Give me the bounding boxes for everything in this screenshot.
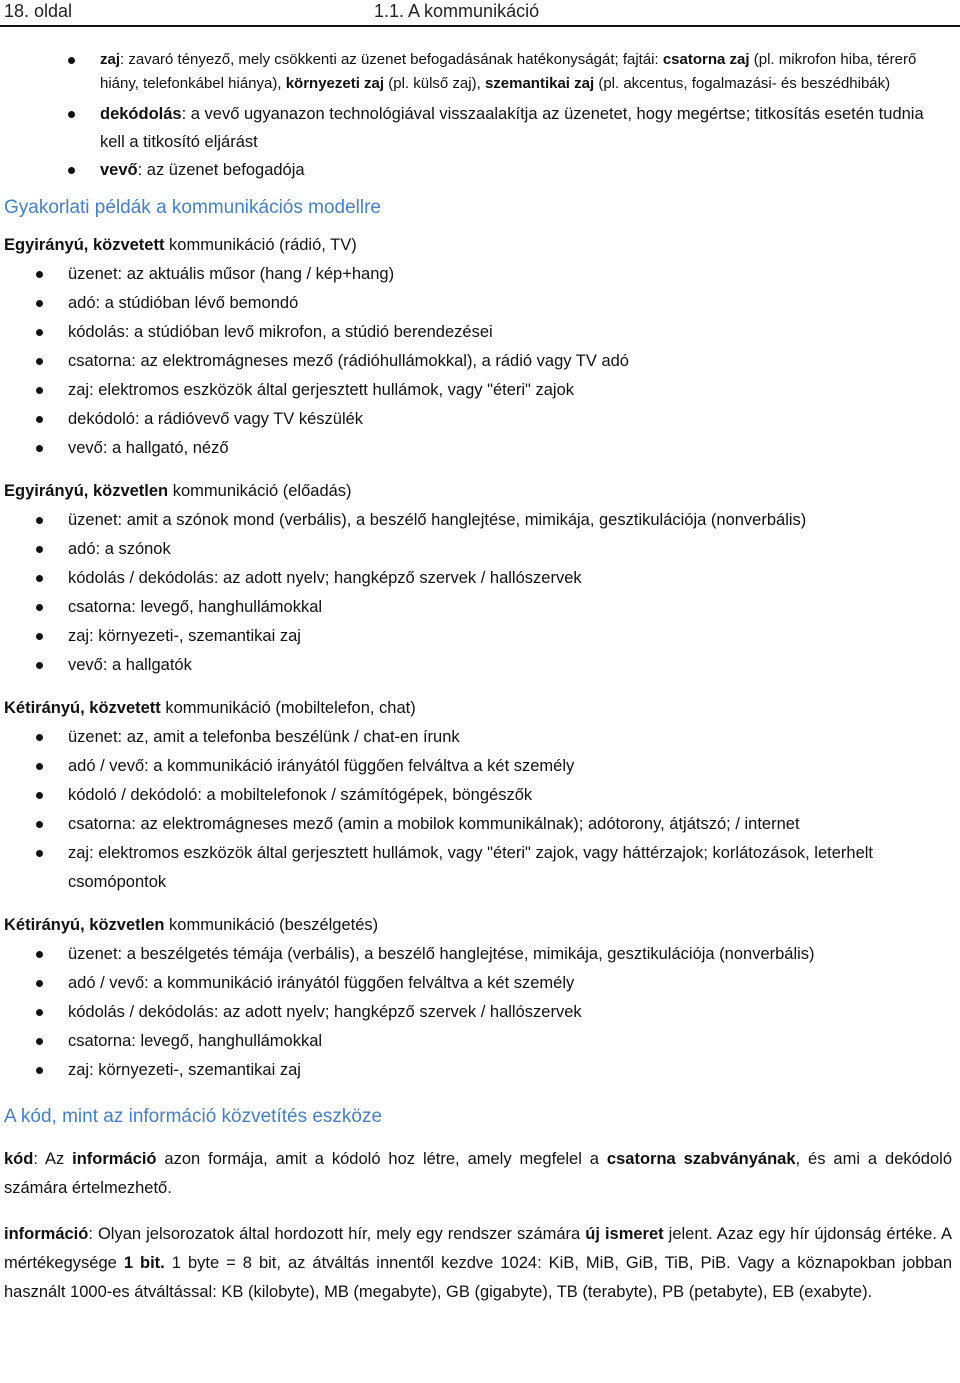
list-item-text: adó: a szónok [68, 540, 171, 558]
subheading-bold: Egyirányú, közvetlen [4, 482, 169, 500]
definition-text: (pl. mikrofon hiba, térerő hiány, telefonkábel hiánya), [100, 51, 917, 92]
term-zaj: zaj [100, 51, 121, 68]
list-item [0, 535, 960, 564]
subheading-text: kommunikáció (előadás) [168, 482, 352, 500]
bullet-icon [36, 951, 43, 958]
term-csatorna-zaj: csatorna zaj [662, 51, 750, 68]
section-list [0, 260, 960, 463]
list-item [0, 1056, 960, 1085]
term-kornyezeti-zaj: környezeti zaj [285, 75, 385, 92]
section-subheading [0, 694, 960, 723]
section-subheading [0, 911, 960, 940]
list-item [0, 810, 960, 839]
list-item [0, 376, 960, 405]
subheading-text: kommunikáció (rádió, TV) [164, 236, 357, 254]
list-item [0, 839, 960, 897]
list-item [0, 998, 960, 1027]
examples-sections [0, 231, 960, 1085]
paragraph-text: , és ami a dekódoló számára értelmezhető. [4, 1150, 952, 1197]
bullet-icon [36, 445, 43, 452]
bullet-icon [36, 1038, 43, 1045]
bullet-icon [36, 1067, 43, 1074]
definition-text: : a vevő ugyanazon technológiával visszaalakítja az üzenetet, hogy megértse; titkosítás esetén tudnia kell a titkosító eljárást [100, 105, 924, 151]
list-item-text: dekódoló: a rádióvevő vagy TV készülék [68, 410, 364, 428]
bullet-icon [36, 821, 43, 828]
bullet-icon [36, 271, 43, 278]
list-item [0, 405, 960, 434]
chapter-title: 1.1. A kommunikáció [374, 1, 540, 21]
header-rule [0, 25, 960, 27]
list-item-text: kódolás: a stúdióban levő mikrofon, a stúdió berendezései [68, 323, 493, 341]
example-section [0, 477, 960, 680]
term-1-bit: 1 bit. [123, 1254, 165, 1272]
list-item [0, 434, 960, 463]
subheading-text: kommunikáció (beszélgetés) [164, 916, 379, 934]
list-item [0, 506, 960, 535]
list-item [0, 969, 960, 998]
example-section [0, 694, 960, 897]
list-item-zaj [0, 48, 960, 96]
bullet-icon [36, 980, 43, 987]
subheading-text: kommunikáció (mobiltelefon, chat) [160, 699, 416, 717]
definition-text: (pl. akcentus, fogalmazási- és beszédhibák) [594, 75, 891, 92]
heading-code: A kód, mint az információ közvetítés eszköze [4, 1106, 383, 1127]
page-content [0, 48, 960, 1307]
list-item [0, 318, 960, 347]
bullet-icon [36, 662, 43, 669]
example-section [0, 231, 960, 463]
section-list [0, 940, 960, 1085]
list-item-text: csatorna: levegő, hanghullámokkal [68, 1032, 323, 1050]
section-subheading [0, 477, 960, 506]
list-item-text: adó / vevő: a kommunikáció irányától függően felváltva a két személy [68, 974, 575, 992]
definition-text: : zavaró tényező, mely csökkenti az üzenet befogadásának hatékonyságát; fajtái: [120, 51, 663, 68]
list-item-text: csatorna: az elektromágneses mező (rádióhullámokkal), a rádió vagy TV adó [68, 352, 629, 370]
list-item [0, 651, 960, 680]
bullet-icon [36, 329, 43, 336]
bullet-icon [36, 358, 43, 365]
list-item-text: zaj: elektromos eszközök által gerjesztett hullámok, vagy "éteri" zajok [68, 381, 575, 399]
term-vevo: vevő [100, 161, 138, 179]
list-item-text: zaj: környezeti-, szemantikai zaj [68, 627, 301, 645]
subheading-bold: Kétirányú, közvetett [4, 699, 161, 717]
list-item [0, 752, 960, 781]
paragraph-text: jelent. Azaz egy hír újdonság értéke. A mértékegysége [4, 1225, 952, 1272]
section-list [0, 506, 960, 680]
bullet-icon [68, 57, 75, 64]
list-item-text: zaj: környezeti-, szemantikai zaj [68, 1061, 301, 1079]
section-list [0, 723, 960, 897]
bullet-icon [36, 1009, 43, 1016]
list-item [0, 347, 960, 376]
list-item [0, 1027, 960, 1056]
list-item [0, 593, 960, 622]
list-item-text: üzenet: az aktuális műsor (hang / kép+hang) [68, 265, 395, 283]
bullet-icon [68, 111, 75, 118]
list-item-vevo [0, 156, 960, 184]
list-item-text: üzenet: a beszélgetés témája (verbális), a beszélő hanglejtése, mimikája, gesztikulációja (nonverbális) [68, 945, 815, 963]
term-informacio-def: információ [4, 1225, 89, 1243]
heading-examples: Gyakorlati példák a kommunikációs modellre [4, 197, 381, 218]
list-item-text: csatorna: az elektromágneses mező (amin a mobilok kommunikálnak); adótorony, átjátszó; / internet [68, 815, 800, 833]
bullet-icon [36, 517, 43, 524]
list-item-text: vevő: a hallgató, néző [68, 439, 229, 457]
term-kod: kód [4, 1150, 34, 1168]
example-section [0, 911, 960, 1085]
definition-list [0, 48, 960, 184]
list-item [0, 622, 960, 651]
paragraph-text: : Olyan jelsorozatok által hordozott hír, mely egy rendszer számára [88, 1225, 586, 1243]
paragraph-informacio [0, 1220, 960, 1307]
list-item [0, 781, 960, 810]
list-item-text: adó / vevő: a kommunikáció irányától függően felváltva a két személy [68, 757, 575, 775]
bullet-icon [36, 633, 43, 640]
page-number: 18. oldal [4, 1, 73, 21]
paragraph-text: 1 byte = 8 bit, az átváltás innentől kezdve 1024: KiB, MiB, GiB, TiB, PiB. Vagy a köznapokban jobban használt 1000-es átváltással: KB (kilobyte), MB (megabyte), GB (gigabyte), TB (terabyte), PB (petabyte), EB (exabyte). [4, 1254, 952, 1301]
term-dekodolas: dekódolás [100, 105, 182, 123]
list-item-text: csatorna: levegő, hanghullámokkal [68, 598, 323, 616]
section-subheading [0, 231, 960, 260]
paragraph-kod [0, 1145, 960, 1203]
list-item [0, 940, 960, 969]
bullet-icon [36, 850, 43, 857]
bullet-icon [36, 763, 43, 770]
list-item [0, 289, 960, 318]
list-item [0, 564, 960, 593]
term-csatorna-szabvany: csatorna szabványának [606, 1150, 796, 1168]
bullet-icon [36, 416, 43, 423]
paragraph-text: azon formája, amit a kódoló hoz létre, amely megfelel a [156, 1150, 607, 1168]
list-item-text: kódolás / dekódolás: az adott nyelv; hangképző szervek / hallószervek [68, 569, 582, 587]
bullet-icon [36, 792, 43, 799]
list-item-text: zaj: elektromos eszközök által gerjesztett hullámok, vagy "éteri" zajok, vagy háttérzajok; korlátozások, leterhelt csomópontok [68, 844, 873, 891]
bullet-icon [68, 167, 75, 174]
list-item [0, 260, 960, 289]
bullet-icon [36, 546, 43, 553]
bullet-icon [36, 387, 43, 394]
list-item-text: vevő: a hallgatók [68, 656, 192, 674]
list-item-dekodolas [0, 100, 960, 156]
list-item [0, 723, 960, 752]
list-item-text: kódoló / dekódoló: a mobiltelefonok / számítógépek, böngészők [68, 786, 533, 804]
list-item-text: kódolás / dekódolás: az adott nyelv; hangképző szervek / hallószervek [68, 1003, 582, 1021]
list-item-text: üzenet: az, amit a telefonba beszélünk / chat-en írunk [68, 728, 460, 746]
paragraph-text: : Az [33, 1150, 73, 1168]
definition-text: (pl. külső zaj), [384, 75, 485, 92]
subheading-bold: Egyirányú, közvetett [4, 236, 165, 254]
list-item-text: üzenet: amit a szónok mond (verbális), a beszélő hanglejtése, mimikája, gesztikulációja (nonverbális) [68, 511, 807, 529]
definition-text: : az üzenet befogadója [137, 161, 305, 179]
bullet-icon [36, 575, 43, 582]
bullet-icon [36, 300, 43, 307]
bullet-icon [36, 734, 43, 741]
page-header [0, 0, 960, 24]
term-szemantikai-zaj: szemantikai zaj [484, 75, 595, 92]
term-uj-ismeret: új ismeret [585, 1225, 664, 1243]
term-informacio: információ [72, 1150, 157, 1168]
subheading-bold: Kétirányú, közvetlen [4, 916, 165, 934]
list-item-text: adó: a stúdióban lévő bemondó [68, 294, 299, 312]
bullet-icon [36, 604, 43, 611]
